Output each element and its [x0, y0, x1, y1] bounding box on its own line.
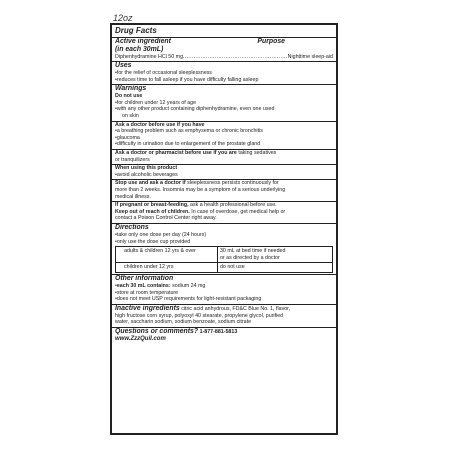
stop-use-section — [115, 180, 333, 200]
dosage-table — [115, 246, 333, 273]
table-row — [116, 263, 333, 273]
inactive-ingredients-section — [115, 305, 333, 326]
other-info-item-heading: each 30 mL contains: — [116, 282, 171, 289]
ask-doctor-item: • difficulty in urination due to enlargement of the prostate gland — [115, 141, 333, 148]
drug-facts-title: Drug Facts — [115, 26, 157, 35]
uses-heading: Uses — [115, 62, 132, 70]
active-ingredient-heading: Active ingredient — [115, 37, 171, 45]
keep-out-heading: Keep out of reach of children. — [115, 208, 190, 215]
when-using-heading: When using this product — [115, 165, 178, 172]
questions-section — [115, 328, 333, 343]
stop-use-text-cont: more than 2 weeks. Insomnia may be a symptom of a serious underlying — [115, 187, 286, 193]
other-info-item-text: sodium 24 mg — [170, 282, 206, 289]
leader-dots — [183, 54, 288, 61]
other-info-item: • store at room temperature — [115, 290, 333, 297]
directions-item: • take only one dose per day (24 hours) — [115, 232, 333, 239]
ask-pharmacist-heading: Ask a doctor or pharmacist before use if you are — [115, 150, 237, 157]
uses-item: • for the relief of occasional sleeplessness — [115, 70, 333, 77]
do-not-use-item-cont: on skin — [122, 113, 139, 120]
inactive-ingredients-text-cont: high fructose corn syrup, polyoxyl 40 stearate, propylene glycol, purified — [115, 312, 284, 319]
ask-doctor-item: • glaucoma — [115, 135, 333, 142]
uses-section — [115, 62, 333, 83]
other-information-heading: Other information — [115, 274, 174, 282]
phone-number: 1-877-881-5813 — [198, 328, 238, 335]
ask-doctor-section — [115, 122, 333, 148]
inactive-ingredients-heading: Inactive ingredients — [115, 304, 180, 312]
ask-doctor-item: • a breathing problem such as emphysema or chronic bronchitis — [115, 128, 333, 135]
other-information-section — [115, 275, 333, 303]
ingredient-purpose: Nighttime sleep-aid — [287, 53, 333, 60]
inactive-ingredients-text-cont: water, saccharin sodium, sodium benzoate, sodium citrate — [115, 319, 252, 326]
drug-facts-panel — [110, 23, 338, 435]
active-ingredient-subheading: (in each 30mL) — [115, 45, 164, 53]
pregnancy-text: ask a health professional before use. — [188, 202, 277, 209]
table-cell: children under 12 yrs — [116, 263, 218, 273]
package-size-label: 12oz — [113, 13, 133, 23]
purpose-heading: Purpose — [257, 37, 285, 45]
ask-doctor-heading: Ask a doctor before use if you have — [115, 121, 205, 128]
stop-use-text-cont: medical illness. — [115, 193, 151, 200]
keep-out-text: In case of overdose, get medical help or — [189, 208, 286, 215]
ingredient-name: Diphenhydramine HCl 50 mg — [115, 53, 184, 60]
do-not-use-heading: Do not use — [115, 93, 143, 100]
uses-item: • reduces time to fall asleep if you have difficulty falling asleep — [115, 77, 333, 84]
pregnancy-section — [115, 202, 333, 222]
table-row — [116, 247, 333, 263]
when-using-item: • avoid alcoholic beverages — [115, 172, 333, 179]
inactive-ingredients-text: citric acid anhydrous, FD&C Blue No. 1, flavor, — [179, 305, 291, 312]
table-cell: do not use — [217, 263, 332, 273]
ask-pharmacist-section — [115, 150, 333, 163]
warnings-section — [115, 85, 333, 119]
ask-pharmacist-text-cont: or tranquilizers — [115, 156, 150, 163]
warnings-heading: Warnings — [115, 85, 147, 93]
do-not-use-item: • for children under 12 years of age — [115, 100, 333, 107]
website-link: www.ZzzQuil.com — [115, 335, 166, 342]
ask-pharmacist-text: taking sedatives — [236, 150, 277, 157]
stop-use-heading: Stop use and ask a doctor if — [115, 180, 186, 187]
directions-section — [115, 224, 333, 273]
table-cell — [217, 247, 332, 263]
questions-heading: Questions or comments? — [115, 327, 199, 335]
other-info-item: • does not meet USP requirements for light-resistant packaging — [115, 296, 333, 303]
table-cell-line: 30 mL at bed time if needed — [219, 248, 286, 255]
when-using-section — [115, 165, 333, 178]
active-ingredient-section — [115, 38, 333, 61]
stop-use-text: sleeplessness persists continuously for — [185, 180, 279, 187]
keep-out-text-cont: contact a Poison Control Center right away. — [115, 215, 217, 222]
ingredient-row — [115, 54, 333, 61]
directions-item: • only use the dose cup provided — [115, 239, 333, 246]
pregnancy-heading: If pregnant or breast-feeding, — [115, 202, 189, 209]
do-not-use-item: • with any other product containing diphenhydramine, even one used — [115, 106, 333, 113]
directions-heading: Directions — [115, 223, 149, 231]
table-cell-line: or as directed by a doctor — [219, 254, 280, 261]
table-cell: adults & children 12 yrs & over — [116, 247, 218, 263]
